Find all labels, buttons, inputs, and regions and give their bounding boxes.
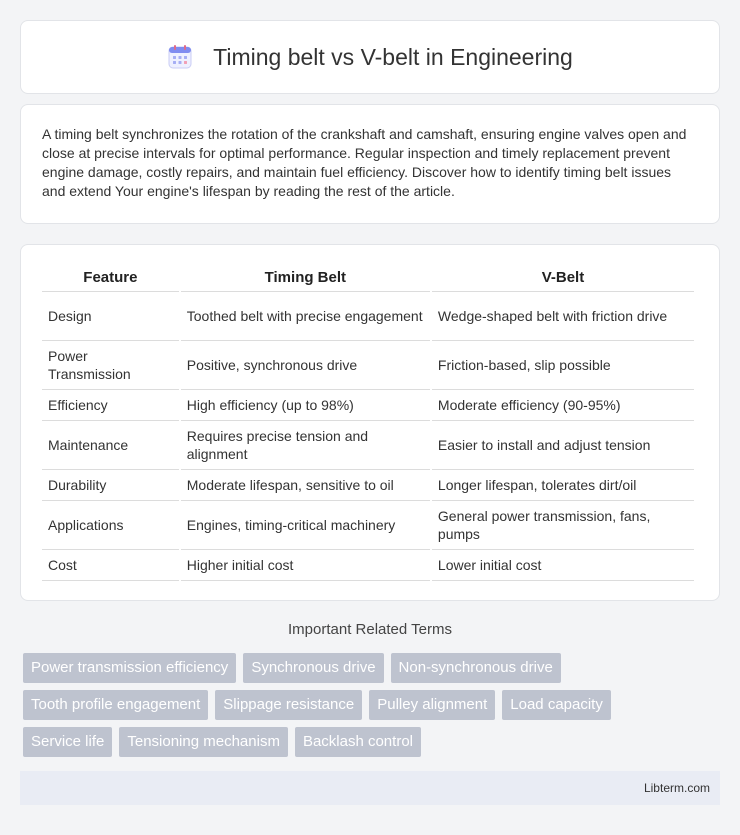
- tag-power-transmission-efficiency[interactable]: Power transmission efficiency: [23, 653, 236, 683]
- table-row: [42, 501, 694, 550]
- comparison-table-card: [20, 244, 720, 601]
- table-row: [42, 390, 694, 421]
- table-cell: Friction-based, slip possible: [432, 341, 694, 390]
- table-cell: Longer lifespan, tolerates dirt/oil: [432, 470, 694, 501]
- table-cell: Cost: [42, 550, 179, 581]
- table-row: [42, 470, 694, 501]
- related-terms-heading: Important Related Terms: [288, 621, 452, 638]
- calendar-icon: [167, 44, 193, 70]
- tag-tensioning-mechanism[interactable]: Tensioning mechanism: [119, 727, 288, 757]
- footer: [20, 771, 720, 805]
- table-cell: Engines, timing-critical machinery: [181, 501, 430, 550]
- table-cell: Efficiency: [42, 390, 179, 421]
- tag-backlash-control[interactable]: Backlash control: [295, 727, 421, 757]
- table-cell: Higher initial cost: [181, 550, 430, 581]
- table-row: [42, 550, 694, 581]
- table-cell: Requires precise tension and alignment: [181, 421, 430, 470]
- comparison-table: [40, 263, 696, 581]
- table-cell: Wedge-shaped belt with friction drive: [432, 292, 694, 341]
- table-cell: Moderate lifespan, sensitive to oil: [181, 470, 430, 501]
- table-cell: Maintenance: [42, 421, 179, 470]
- tag-load-capacity[interactable]: Load capacity: [502, 690, 611, 720]
- table-cell: Positive, synchronous drive: [181, 341, 430, 390]
- table-header-row: [42, 263, 694, 292]
- table-row: [42, 292, 694, 341]
- table-cell: Easier to install and adjust tension: [432, 421, 694, 470]
- tag-slippage-resistance[interactable]: Slippage resistance: [215, 690, 362, 720]
- column-header-v-belt: V-Belt: [432, 263, 694, 292]
- header-card: [20, 20, 720, 94]
- page-title: Timing belt vs V-belt in Engineering: [213, 43, 573, 70]
- table-cell: Toothed belt with precise engagement: [181, 292, 430, 341]
- tag-service-life[interactable]: Service life: [23, 727, 112, 757]
- footer-brand-link[interactable]: Libterm.com: [643, 781, 710, 795]
- column-header-feature: Feature: [42, 263, 179, 292]
- table-row: [42, 421, 694, 470]
- table-cell: Applications: [42, 501, 179, 550]
- table-cell: Moderate efficiency (90-95%): [432, 390, 694, 421]
- table-row: [42, 341, 694, 390]
- column-header-timing-belt: Timing Belt: [181, 263, 430, 292]
- table-cell: Lower initial cost: [432, 550, 694, 581]
- related-terms-tags: [23, 653, 723, 764]
- tag-pulley-alignment[interactable]: Pulley alignment: [369, 690, 495, 720]
- table-cell: Power Transmission: [42, 341, 179, 390]
- tag-synchronous-drive[interactable]: Synchronous drive: [243, 653, 383, 683]
- table-cell: General power transmission, fans, pumps: [432, 501, 694, 550]
- tag-non-synchronous-drive[interactable]: Non-synchronous drive: [391, 653, 561, 683]
- intro-card: [20, 104, 720, 224]
- table-cell: High efficiency (up to 98%): [181, 390, 430, 421]
- table-cell: Design: [42, 292, 179, 341]
- table-cell: Durability: [42, 470, 179, 501]
- tag-tooth-profile-engagement[interactable]: Tooth profile engagement: [23, 690, 208, 720]
- intro-paragraph: A timing belt synchronizes the rotation of the crankshaft and camshaft, ensuring engine valves open and close at precise intervals for optimal performance. Regular inspection and timely replacement prevent engine damage, costly repairs, and maintain fuel efficiency. Discover how to identify timing belt issues and extend Your engine's lifespan by reading the rest of the article.: [42, 126, 687, 199]
